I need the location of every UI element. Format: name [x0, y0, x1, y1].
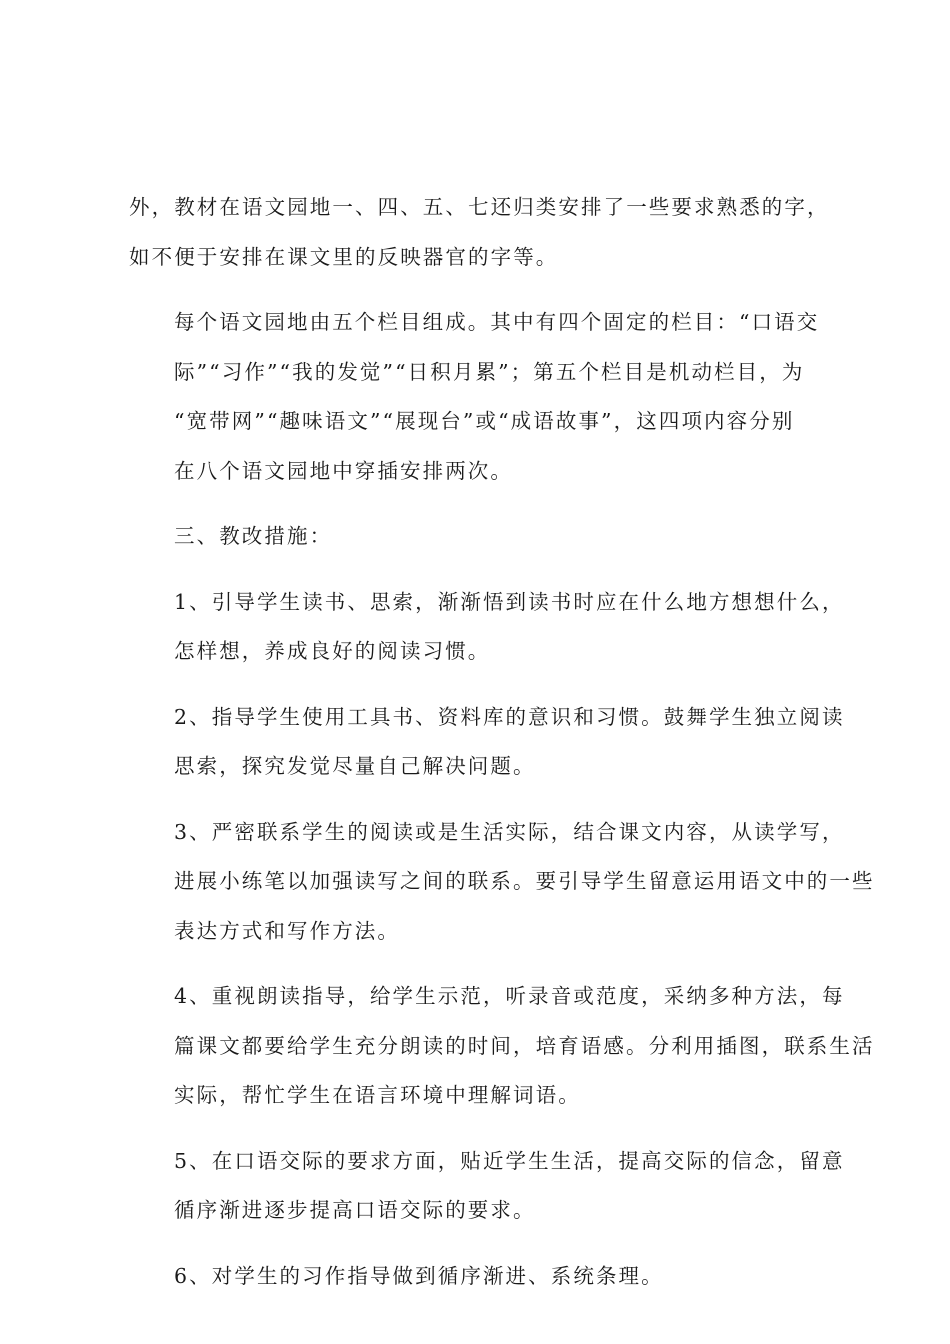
text-line: 外，教材在语文园地一、四、五、七还归类安排了一些要求熟悉的字， [129, 195, 830, 219]
text-line: 1、引导学生读书、思索，渐渐悟到读书时应在什么地方想想什么， [174, 589, 845, 614]
text-line: 循序渐进逐步提高口语交际的要求。 [174, 1198, 536, 1222]
measure-item-5 [129, 1137, 845, 1236]
text-line: 实际，帮忙学生在语言环境中理解词语。 [174, 1083, 581, 1107]
text-line: 3、严密联系学生的阅读或是生活实际，结合课文内容，从读学写， [174, 819, 845, 844]
text-line: 进展小练笔以加强读写之间的联系。要引导学生留意运用语文中的一些 [174, 869, 875, 893]
text-line: 表达方式和写作方法。 [174, 918, 400, 943]
text-line: 怎样想，养成良好的阅读习惯。 [174, 639, 491, 663]
text-line: 5、在口语交际的要求方面，贴近学生生活，提高交际的信念，留意 [174, 1148, 845, 1173]
text-line: 2、指导学生使用工具书、资料库的意识和习惯。鼓舞学生独立阅读 [174, 704, 845, 729]
paragraph-garden-columns [129, 298, 831, 496]
text-line: 4、重视朗读指导，给学生示范，听录音或范度，采纳多种方法，每 [174, 984, 845, 1008]
measure-item-6 [129, 1252, 831, 1302]
text-line: 每个语文园地由五个栏目组成。其中有四个固定的栏目：“口语交 [174, 310, 820, 334]
text-line: 6、对学生的习作指导做到循序渐进、系统条理。 [174, 1263, 664, 1288]
measure-item-3 [129, 808, 875, 957]
text-line: 篇课文都要给学生充分朗读的时间，培育语感。分利用插图，联系生活 [174, 1033, 875, 1058]
text-line: 际”“习作”“我的发觉”“日积月累”；第五个栏目是机动栏目，为 [174, 359, 805, 384]
text-line: “宽带网”“趣味语文”“展现台”或“成语故事”，这四项内容分别 [174, 409, 795, 433]
measure-item-4 [129, 972, 875, 1121]
heading-text: 三、教改措施： [174, 524, 333, 548]
text-line: 如不便于安排在课文里的反映器官的字等。 [129, 244, 559, 269]
document-body [129, 183, 875, 1317]
section-heading-measures [129, 512, 831, 562]
measure-item-2 [129, 693, 845, 792]
measure-item-1 [129, 578, 845, 677]
text-line: 思索，探究发觉尽量自己解决问题。 [174, 754, 536, 778]
paragraph-continued-intro [129, 183, 831, 282]
text-line: 在八个语文园地中穿插安排两次。 [174, 458, 513, 483]
